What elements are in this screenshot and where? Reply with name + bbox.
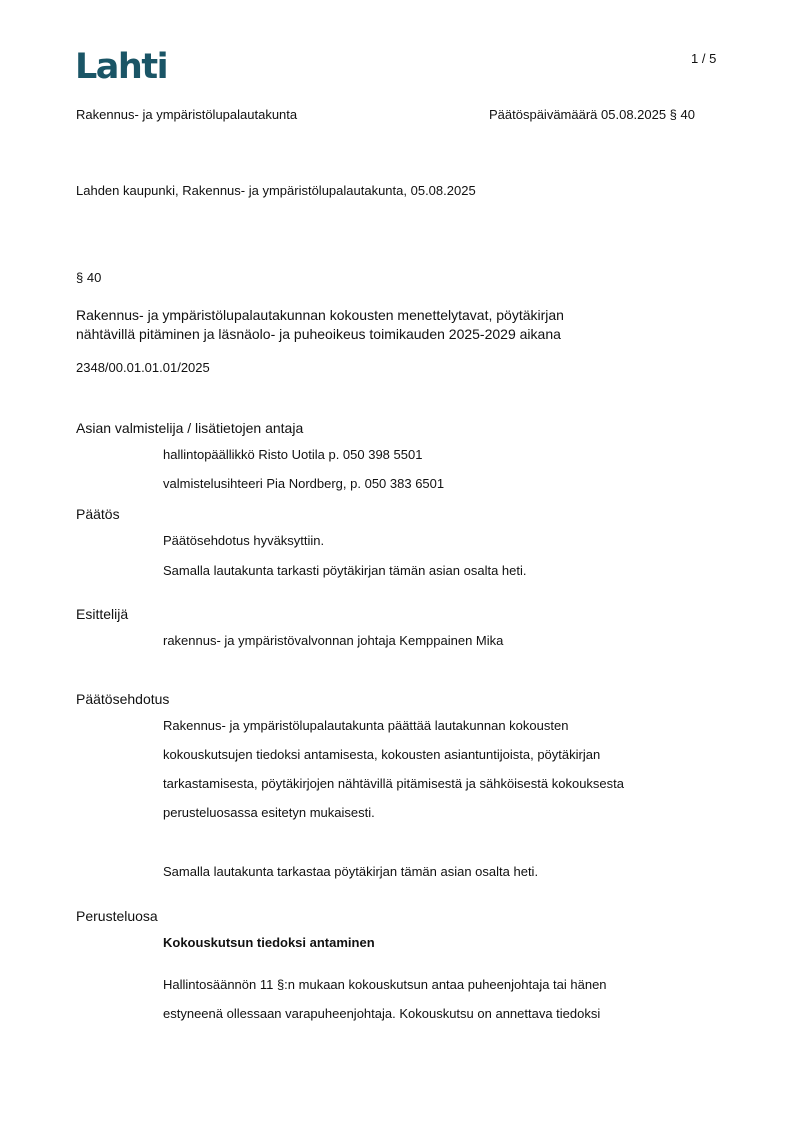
presenter-heading: Esittelijä	[76, 606, 129, 622]
decision-heading: Päätös	[76, 506, 120, 522]
meeting-line: Lahden kaupunki, Rakennus- ja ympäristölupalautakunta, 05.08.2025	[76, 183, 476, 198]
decision-line-2: Samalla lautakunta tarkasti pöytäkirjan tämän asian osalta heti.	[163, 563, 527, 578]
item-title-line-1: Rakennus- ja ympäristölupalautakunnan kokousten menettelytavat, pöytäkirjan	[76, 307, 564, 323]
proposal-line-5: Samalla lautakunta tarkastaa pöytäkirjan tämän asian osalta heti.	[163, 864, 539, 879]
lahti-logo	[75, 46, 170, 82]
proposal-line-3: tarkastamisesta, pöytäkirjojen nähtävillä pitämisestä ja sähköisestä kokouksesta	[163, 776, 625, 791]
item-title-line-2: nähtävillä pitäminen ja läsnäolo- ja puheoikeus toimikauden 2025-2029 aikana	[76, 326, 561, 342]
presenter-line-1: rakennus- ja ympäristövalvonnan johtaja Kemppainen Mika	[163, 633, 504, 648]
page-number: 1 / 5	[691, 51, 717, 66]
reasoning-line-2: estyneenä ollessaan varapuheenjohtaja. Kokouskutsu on annettava tiedoksi	[163, 1006, 601, 1021]
reasoning-subheading: Kokouskutsun tiedoksi antaminen	[163, 935, 375, 950]
header-date-section: Päätöspäivämäärä 05.08.2025 § 40	[489, 107, 695, 122]
decision-line-1: Päätösehdotus hyväksyttiin.	[163, 533, 325, 548]
proposal-line-4: perusteluosassa esitetyn mukaisesti.	[163, 805, 375, 820]
proposal-line-1: Rakennus- ja ympäristölupalautakunta päättää lautakunnan kokousten	[163, 718, 569, 733]
record-id: 2348/00.01.01.01/2025	[76, 360, 210, 375]
reasoning-heading: Perusteluosa	[76, 908, 158, 924]
preparer-line-1: hallintopäällikkö Risto Uotila p. 050 398 5501	[163, 447, 423, 462]
header-board-name: Rakennus- ja ympäristölupalautakunta	[76, 107, 298, 122]
proposal-line-2: kokouskutsujen tiedoksi antamisesta, kokousten asiantuntijoista, pöytäkirjan	[163, 747, 601, 762]
section-number: § 40	[76, 270, 102, 285]
preparer-line-2: valmistelusihteeri Pia Nordberg, p. 050 383 6501	[163, 476, 445, 491]
reasoning-line-1: Hallintosäännön 11 §:n mukaan kokouskutsun antaa puheenjohtaja tai hänen	[163, 977, 607, 992]
lahti-logo-mark	[75, 46, 170, 82]
preparer-heading: Asian valmistelija / lisätietojen antaja	[76, 420, 304, 436]
lahti-logo-text: Lahti	[75, 47, 168, 82]
proposal-heading: Päätösehdotus	[76, 691, 170, 707]
